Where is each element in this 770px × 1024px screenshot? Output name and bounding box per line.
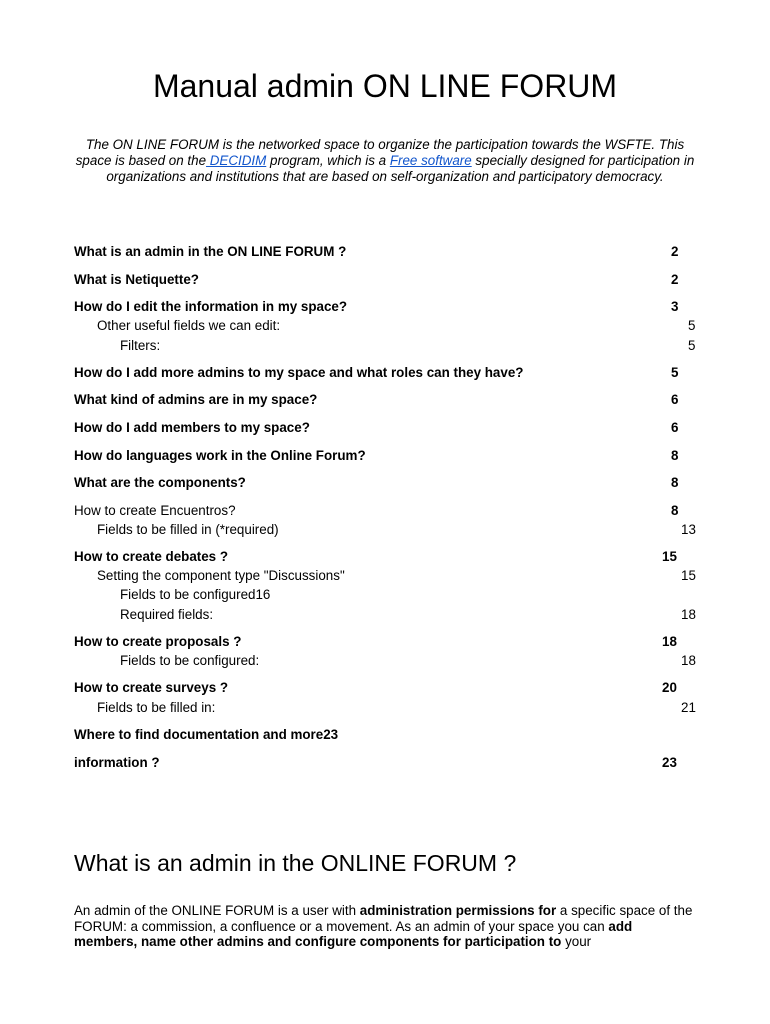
toc-entry-page: 15 [662, 549, 677, 564]
toc-entry-title: How do I add members to my space? [74, 420, 310, 435]
paragraph-text-2: a specific space of the FORUM: a commission, a confluence or a movement. As an admin of your space you can [74, 903, 693, 934]
toc-entry-page: 5 [671, 365, 679, 380]
section-paragraph [74, 903, 699, 950]
toc-entry-page: 15 [681, 568, 696, 583]
toc-entry-title: What are the components? [74, 475, 246, 490]
toc-entry-page: 23 [662, 755, 677, 770]
toc-entry-title: Setting the component type "Discussions" [97, 568, 345, 583]
toc-entry-page: 5 [688, 318, 696, 333]
toc-entry-title: What is an admin in the ON LINE FORUM ? [74, 244, 347, 259]
paragraph-text-1: An admin of the ONLINE FORUM is a user with [74, 903, 360, 918]
toc-entry-title: How do languages work in the Online Forum? [74, 448, 366, 463]
toc-entry-page: 21 [681, 700, 696, 715]
toc-entry-title: Other useful fields we can edit: [97, 318, 281, 333]
toc-entry-title: Fields to be configured16 [120, 587, 271, 602]
free-software-link[interactable]: Free software [389, 152, 472, 168]
toc-entry-page: 8 [671, 448, 679, 463]
toc-entry-page: 13 [681, 522, 696, 537]
toc-entry-page: 8 [671, 503, 679, 518]
toc-entry-title: How to create debates ? [74, 549, 229, 564]
toc-entry-title: How do I edit the information in my space? [74, 299, 348, 314]
intro-paragraph [74, 137, 696, 184]
paragraph-bold-1: administration permissions for [359, 903, 557, 918]
intro-text-1: The ON LINE FORUM is the networked space to organize the participation towards the WSFTE. This space is based on the [75, 137, 685, 168]
decidim-link[interactable]: DECIDIM [206, 152, 267, 168]
intro-text-2: program, which is a [266, 152, 390, 168]
toc-entry-page: 18 [662, 634, 677, 649]
toc-entry-page: 3 [671, 299, 679, 314]
document-title: Manual admin ON LINE FORUM [152, 68, 618, 104]
toc-entry-page: 20 [662, 680, 677, 695]
toc-entry-title: Filters: [120, 338, 161, 353]
toc-entry-title: Fields to be configured: [120, 653, 260, 668]
toc-entry-title: Fields to be filled in (*required) [97, 522, 279, 537]
toc-entry-title: How to create surveys ? [74, 680, 229, 695]
toc-entry-page: 2 [671, 244, 679, 259]
section-heading: What is an admin in the ONLINE FORUM ? [74, 850, 517, 876]
toc-entry-page: 6 [671, 420, 679, 435]
intro-text-3: specially designed for participation in organizations and institutions that are based on self-organization and participatory democracy. [106, 152, 695, 184]
paragraph-bold-2: add members, name other admins and configure components for participation to [74, 918, 633, 949]
toc-entry-page: 18 [681, 607, 696, 622]
toc-entry-page: 2 [671, 272, 679, 287]
toc-entry-page: 6 [671, 392, 679, 407]
toc-entry-title: Where to find documentation and more23 [74, 727, 339, 742]
paragraph-text-3: your [561, 934, 592, 949]
toc-entry-title: information ? [74, 755, 160, 770]
toc-entry-title: How to create proposals ? [74, 634, 242, 649]
toc-entry-title: Fields to be filled in: [97, 700, 216, 715]
toc-entry-page: 18 [681, 653, 696, 668]
toc-entry-page: 5 [688, 338, 696, 353]
toc-entry-title: Required fields: [120, 607, 214, 622]
toc-entry-title: What is Netiquette? [74, 272, 199, 287]
toc-entry-title: How to create Encuentros? [74, 503, 236, 518]
toc-entry-page: 8 [671, 475, 679, 490]
toc-entry-title: What kind of admins are in my space? [74, 392, 318, 407]
toc-entry-title: How do I add more admins to my space and what roles can they have? [74, 365, 524, 380]
